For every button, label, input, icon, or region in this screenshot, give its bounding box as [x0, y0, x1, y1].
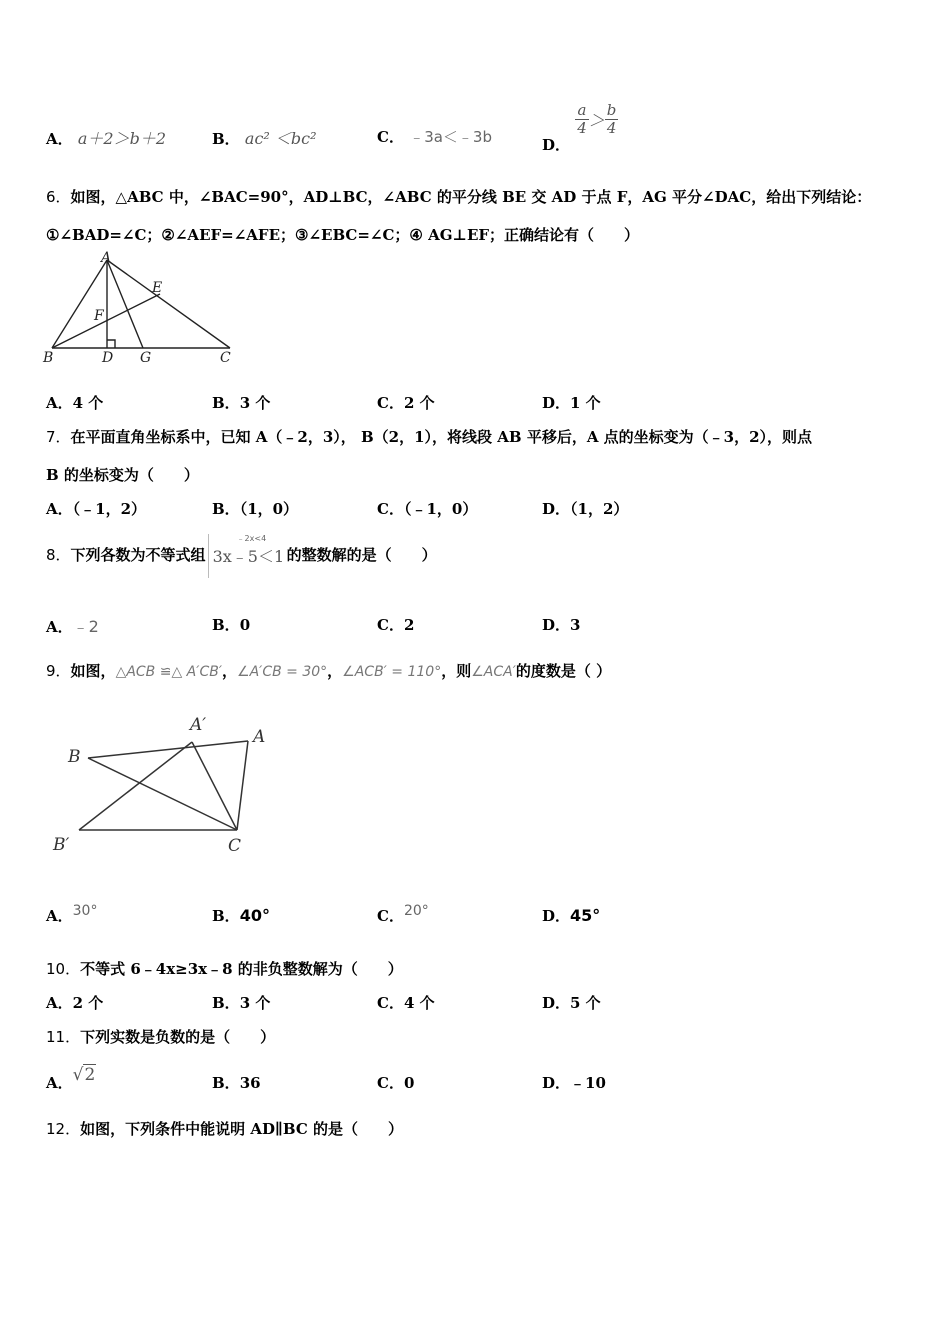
q5-option-a-expr: a＋2＞b＋2 — [77, 129, 167, 148]
q9-label-a-prime: A′ — [190, 715, 207, 735]
q9-option-c: C．20° — [377, 903, 429, 925]
q11-stem: 11．下列实数是负数的是（ ） — [46, 1028, 276, 1046]
q6-label-e: E — [152, 280, 163, 296]
q6-label-f: F — [94, 308, 104, 324]
q9-label-b-prime: B′ — [53, 835, 70, 855]
q10-option-a: A．2 个 — [46, 994, 104, 1012]
q7-options — [46, 498, 906, 524]
q5-option-d-rhs: $\frac{b}{4}$ — [606, 101, 617, 137]
q9-cond-angle2: ∠ACB′ = 110° — [342, 664, 442, 680]
q8-stem: 8．下列各数为不等式组 ﹣2x<4 3x﹣5＜1 的整数解的是（ ） — [46, 530, 906, 580]
q7-line2: B 的坐标变为（ ） — [46, 466, 199, 484]
q6-label-d: D — [102, 350, 114, 366]
q9-label-b: B — [68, 747, 81, 767]
q9-label-c: C — [228, 836, 242, 856]
q6-line2: ①∠BAD=∠C；②∠AEF=∠AFE；③∠EBC=∠C；④ AG⊥EF；正确结论有（ ） — [46, 226, 640, 244]
q9-triangle-figure — [50, 708, 280, 860]
q9-segment-bpap — [79, 742, 192, 830]
q6-label-c: C — [220, 350, 231, 366]
q10-option-b: B．3 个 — [212, 994, 271, 1012]
q10-options — [46, 992, 906, 1018]
q9-option-b: B．40° — [212, 906, 270, 925]
q9-segment-ac — [237, 741, 248, 830]
q9-cond-congruent: △ACB ≌△ A′CB′ — [115, 664, 222, 680]
q6-options — [46, 392, 906, 418]
q5-option-a: A． a＋2＞b＋2 — [46, 129, 167, 148]
q9-target-angle: ∠ACA′ — [471, 664, 516, 680]
q11-options — [46, 1065, 906, 1098]
q7-option-c: C．（﹣1，0） — [377, 500, 478, 518]
q8-options — [46, 614, 906, 640]
q9-segment-bc — [88, 758, 237, 830]
q6-right-angle-mark — [107, 340, 115, 348]
q9-cond-angle1: ∠A′CB = 30° — [237, 664, 328, 680]
q9-option-a: A．30° — [46, 903, 98, 925]
q6-option-a: A．4 个 — [46, 394, 104, 412]
q5-option-d-lhs: $\frac{a}{4}$ — [577, 101, 587, 137]
q6-option-d: D．1 个 — [542, 394, 601, 412]
q11-option-d: D．﹣10 — [542, 1074, 606, 1092]
q9-segment-ba — [88, 741, 248, 758]
q7-option-a: A．（﹣1，2） — [46, 500, 147, 518]
q10-option-d: D．5 个 — [542, 994, 601, 1012]
q5-options — [46, 101, 906, 154]
q5-option-b-expr: ac² ＜bc² — [244, 129, 317, 148]
q5-option-d: D． $\frac{a}{4}>\frac{b}{4}$ — [542, 101, 617, 154]
q6-label-g: G — [140, 350, 152, 366]
q7-option-d: D．（1，2） — [542, 500, 629, 518]
q6-label-a: A — [101, 250, 112, 266]
q5-option-c-expr: ﹣3a＜﹣3b — [409, 128, 492, 146]
q6-label-b: B — [43, 350, 54, 366]
q11-option-a: A．√2 — [46, 1065, 96, 1092]
q11-sqrt: √2 — [72, 1065, 96, 1085]
q8-option-d: D．3 — [542, 616, 581, 634]
q11-option-c: C．0 — [377, 1074, 415, 1092]
q8-option-a: A．﹣2 — [46, 617, 99, 636]
q6-option-c: C．2 个 — [377, 394, 435, 412]
q9-segment-apc — [192, 742, 237, 830]
q10-option-c: C．4 个 — [377, 994, 435, 1012]
q8-inequality-system: ﹣2x<4 3x﹣5＜1 — [208, 534, 287, 578]
q11-option-b: B．36 — [212, 1074, 261, 1092]
q7-option-b: B．（1，0） — [212, 500, 299, 518]
q8-option-b: B．0 — [212, 616, 251, 634]
q6-line1: 6．如图，△ABC 中，∠BAC=90°，AD⊥BC，∠ABC 的平分线 BE 交 AD 于点 F，AG 平分∠DAC，给出下列结论： — [46, 188, 872, 206]
q5-option-b: B． ac² ＜bc² — [212, 129, 317, 148]
q5-option-c: C． ﹣3a＜﹣3b — [377, 128, 492, 146]
q9-stem: 9．如图，△ACB ≌△ A′CB′，∠A′CB = 30°，∠ACB′ = 110°，则∠ACA′的度数是（ ） — [46, 662, 612, 680]
q9-options — [46, 905, 906, 931]
q7-line1: 7．在平面直角坐标系中，已知 A（﹣2，3）， B（2，1），将线段 AB 平移后，A 点的坐标变为（﹣3，2），则点 — [46, 428, 813, 446]
q9-label-a: A — [253, 727, 266, 747]
q6-triangle-figure — [40, 250, 250, 368]
q6-option-b: B．3 个 — [212, 394, 271, 412]
q8-option-c: C．2 — [377, 616, 415, 634]
q9-option-d: D．45° — [542, 906, 601, 925]
q12-stem: 12．如图，下列条件中能说明 AD∥BC 的是（ ） — [46, 1120, 404, 1138]
q10-stem: 10．不等式 6﹣4x≥3x﹣8 的非负整数解为（ ） — [46, 960, 403, 978]
